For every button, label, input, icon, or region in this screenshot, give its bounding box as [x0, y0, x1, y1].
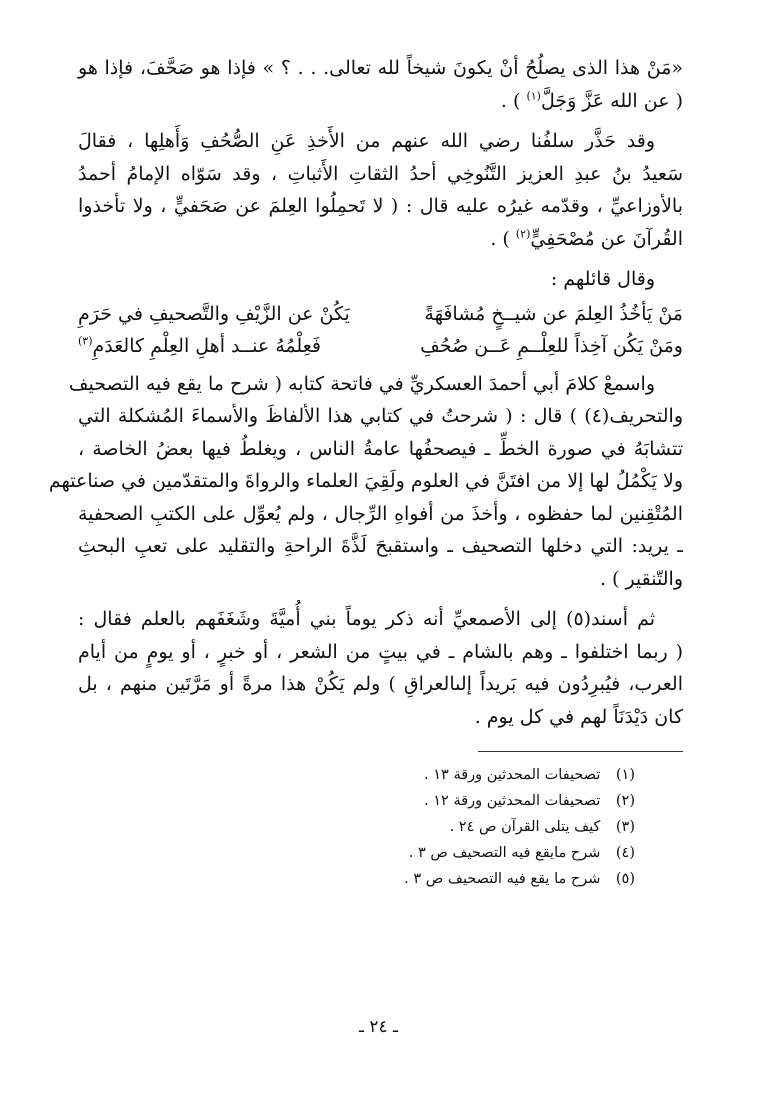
text-line — [78, 85, 683, 118]
text-line: وقال قائلهم : — [550, 268, 655, 290]
footnote-text: تصحيفات المحدثين ورقة ١٣ . — [424, 767, 601, 783]
text-segment: ) . — [500, 89, 527, 112]
footnote-ref: (٣) — [78, 334, 93, 348]
poem-hemistich-right: ومَنْ يَكُن آخِذاً للعِلْــمِ عَــن صُحُفِ — [420, 334, 683, 357]
paragraph-2 — [78, 125, 683, 255]
poem — [78, 298, 683, 362]
footnote-number: (٥) — [615, 871, 635, 887]
footnote-number: (٣) — [615, 819, 635, 835]
poem-intro — [78, 263, 683, 296]
text-line: المُتْقِنين لما حفظوه ، وأخذَ من أفواهِ الرِّجال ، ولم يُعوِّل على الكتبِ الصحفية — [78, 502, 683, 525]
text-line — [78, 223, 683, 256]
footnote-item — [78, 814, 635, 840]
text-line: واسمعْ كلامَ أبي أحمدَ العسكريِّ في فاتحة كتابه ( شرح ما يقع فيه التصحيف — [68, 372, 655, 395]
text-line: العرب، فيُبرِدُون فيه بَريداً إلىالعراقِ ) ولم يَكُنْ هذا مرةً أو مَرَّتَين منهم ، بل — [78, 673, 683, 695]
text-line: سَعيدُ بنُ عبدِ العزيز التَّنُوخِي أحدُ الثقاتِ الأَثباتِ ، وقد سَوّاه الإمامُ أحمدُ — [78, 162, 683, 185]
text-line: «مَنْ هذا الذى يصلُحُ أنْ يكونَ شيخاً لله تعالى. . . ؟ » فإذا هو صَحَّفَ، فإذا هو — [78, 57, 683, 79]
text-segment: القُرآنَ عن مُصْحَفِيٍّ — [530, 227, 683, 250]
text-line: ( ربما اختلفوا ـ وهم بالشام ـ في بيتٍ من الشعر ، أو خبرٍ ، أو يومٍ من أيام — [78, 640, 683, 663]
poem-verse — [78, 298, 683, 330]
text-line: ثم أسند(٥) إلى الأصمعيِّ أنه ذكر يوماً بني أُميَّةَ وشَغَفَهم بالعلم فقال : — [78, 608, 656, 630]
footnotes — [78, 762, 683, 892]
paragraph-3 — [48, 368, 683, 596]
text-line: وقد حَذَّر سلفُنا رضي الله عنهم من الأَخذِ عَنِ الصُّحُفِ وَأَهلِها ، فقالَ — [78, 130, 655, 152]
text-segment: ) . — [490, 227, 516, 250]
text-segment: ( عن الله عَزَّ وَجَلَّ — [540, 89, 683, 112]
paragraph-4 — [78, 603, 683, 733]
page-number: ـ ٢٤ ـ — [358, 1017, 399, 1037]
poem-hemistich-left: يَكُنْ عن الزَّيْفِ والتَّصحيفِ في حَرَمِ — [78, 302, 350, 325]
poem-hemistich-right: مَنْ يَأخُذُ العِلمَ عن شيــخٍ مُشافَهَةً — [424, 302, 683, 325]
poem-hemistich-left — [78, 330, 321, 362]
text-line: بالأوزاعيِّ ، وقدّمه غيرُه عليه قال : ( لا تَحمِلُوا العِلمَ عن صَحَفيٍّ ، ولا تأخذوا — [78, 195, 683, 217]
text-line: والتّنقير ) . — [599, 567, 683, 590]
footnote-number: (٢) — [615, 793, 635, 809]
footnote-divider — [478, 751, 683, 752]
text-line: ـ يريد: التي دخلها التصحيف ـ واستقبحَ لَذَّةَ الراحةِ والتقليد على تعبِ البحثِ — [78, 535, 683, 557]
footnote-text: كيف يتلى القرآن ص ٢٤ . — [449, 819, 601, 835]
footnote-item — [78, 866, 635, 892]
text-line: ولا يَكْمُلُ لها إلا من افتَنَّ في العلوم ولَقِيَ العلماء والرواةَ والمتقدّمين في صناعتهم — [48, 470, 683, 492]
footnote-ref: (٢) — [515, 227, 531, 241]
text-segment: فَعِلْمُهُ عنــد أهلِ العِلْمِ كالعَدَمِ — [92, 334, 321, 357]
footnote-text: تصحيفات المحدثين ورقة ١٢ . — [424, 793, 601, 809]
footnote-item — [78, 840, 635, 866]
text-line: والتحريف(٤) ) قال : ( شرحتُ في كتابي هذا الألفاظَ والأسماءَ المُشكلة التي — [78, 405, 683, 427]
paragraph-1 — [78, 52, 683, 117]
footnote-number: (١) — [615, 767, 635, 783]
text-line: كان دَيْدَنَاً لهم في كل يوم . — [474, 705, 683, 728]
footnote-ref: (١) — [526, 89, 541, 103]
footnote-text: شرح مايقع فيه التصحيف ص ٣ . — [408, 845, 601, 861]
footnote-number: (٤) — [615, 845, 635, 861]
poem-verse — [78, 330, 683, 362]
text-line: تتشابَهُ في صورة الخطِّ ـ فيصحفُها عامةُ الناس ، ويغلطُ فيها بعضُ الخاصة ، — [78, 437, 683, 460]
footnote-item — [78, 762, 635, 788]
footnote-text: شرح ما يقع فيه التصحيف ص ٣ . — [404, 871, 601, 887]
footnote-item — [78, 788, 635, 814]
